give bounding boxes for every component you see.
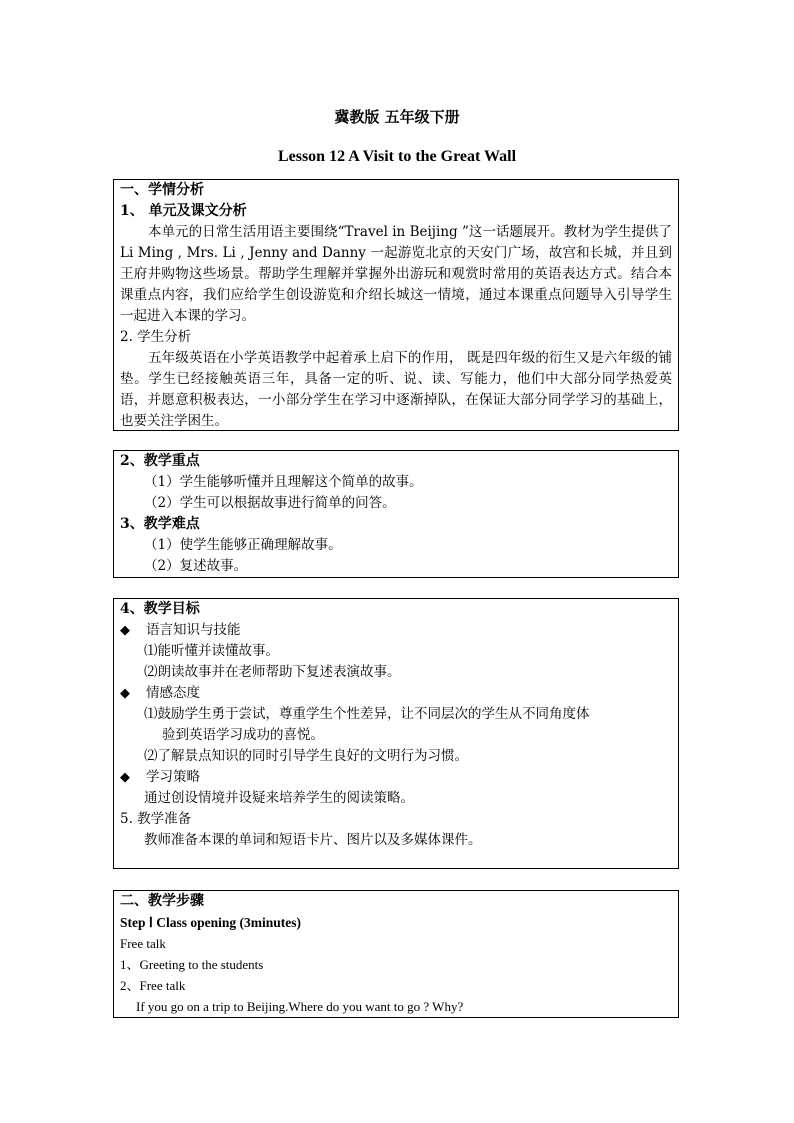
section-teaching-steps	[113, 890, 679, 1018]
section-learner-analysis	[113, 179, 679, 431]
section-key-points	[113, 450, 679, 578]
step-line: Free talk	[120, 936, 166, 951]
section-teaching-goals	[113, 598, 679, 869]
section-heading: 二、教学步骤	[120, 893, 204, 909]
list-item: （2）学生可以根据故事进行简单的问答。	[144, 495, 396, 511]
list-item: （2）复述故事。	[144, 558, 248, 574]
list-item: ⑵朗读故事并在老师帮助下复述表演故事。	[144, 664, 401, 680]
list-item: ⑴能听懂并读懂故事。	[144, 643, 279, 659]
bullet-item	[120, 620, 672, 641]
list-item: （1）使学生能够正确理解故事。	[144, 537, 342, 553]
subsection-heading: 1、 单元及课文分析	[120, 203, 247, 219]
list-item: ⑴鼓励学生勇于尝试，尊重学生个性差异，让不同层次的学生从不同角度体	[144, 706, 590, 722]
bullet-item	[120, 767, 672, 788]
list-item: ⑵了解景点知识的同时引导学生良好的文明行为习惯。	[144, 748, 468, 764]
paragraph: 五年级英语在小学英语教学中起着承上启下的作用， 既是四年级的衍生又是六年级的铺垫。学生已经接触英语三年，具备一定的听、说、读、写能力，他们中大部分同学热爱英语，并愿意积极表达，一小部分学生在学习中逐渐掉队，在保证大部分同学学习的基础上，也要关注学困生。	[120, 350, 672, 429]
step-heading: Step Ⅰ Class opening (3minutes)	[120, 915, 302, 930]
section-heading: 一、学情分析	[120, 182, 204, 198]
subsection-heading: 5. 教学准备	[120, 811, 192, 827]
diamond-bullet-icon: ◆	[120, 686, 130, 701]
document-title: 冀教版 五年级下册	[334, 108, 460, 126]
paragraph: 本单元的日常生活用语主要围绕“Travel in Beijing ”这一话题展开。教材为学生提供了 Li Ming , Mrs. Li , Jenny and Danny 一起游览北京的天安门广场，故宫和长城，并且到王府井购物这些场景。帮助学生理解并掌握外出游玩和观赏时常用的英语表达方式。结合本课重点内容，我们应给学生创设游览和介绍长城这一情境，通过本课重点问题导入引导学生一起进入本课的学习。	[120, 224, 672, 324]
list-item: （1）学生能够听懂并且理解这个简单的故事。	[144, 474, 423, 490]
section-heading: 2、教学重点	[120, 453, 200, 469]
list-item: 教师准备本课的单词和短语卡片、图片以及多媒体课件。	[144, 832, 482, 848]
bullet-label: 情感态度	[146, 685, 200, 701]
list-item-continuation: 验到英语学习成功的喜悦。	[162, 727, 324, 743]
step-line: 2、Free talk	[120, 978, 186, 993]
bullet-item	[120, 683, 672, 704]
lesson-title: Lesson 12 A Visit to the Great Wall	[277, 148, 517, 165]
subsection-heading: 2. 学生分析	[120, 329, 192, 345]
section-heading: 4、教学目标	[120, 601, 200, 617]
section-heading: 3、教学难点	[120, 516, 200, 532]
diamond-bullet-icon: ◆	[120, 770, 130, 785]
bullet-label: 语言知识与技能	[146, 622, 241, 638]
diamond-bullet-icon: ◆	[120, 623, 130, 638]
step-line: 1、Greeting to the students	[120, 957, 264, 972]
step-line: If you go on a trip to Beijing.Where do you want to go ? Why?	[136, 999, 464, 1014]
list-item: 通过创设情境并设疑来培养学生的阅读策略。	[144, 790, 414, 806]
bullet-label: 学习策略	[146, 769, 200, 785]
